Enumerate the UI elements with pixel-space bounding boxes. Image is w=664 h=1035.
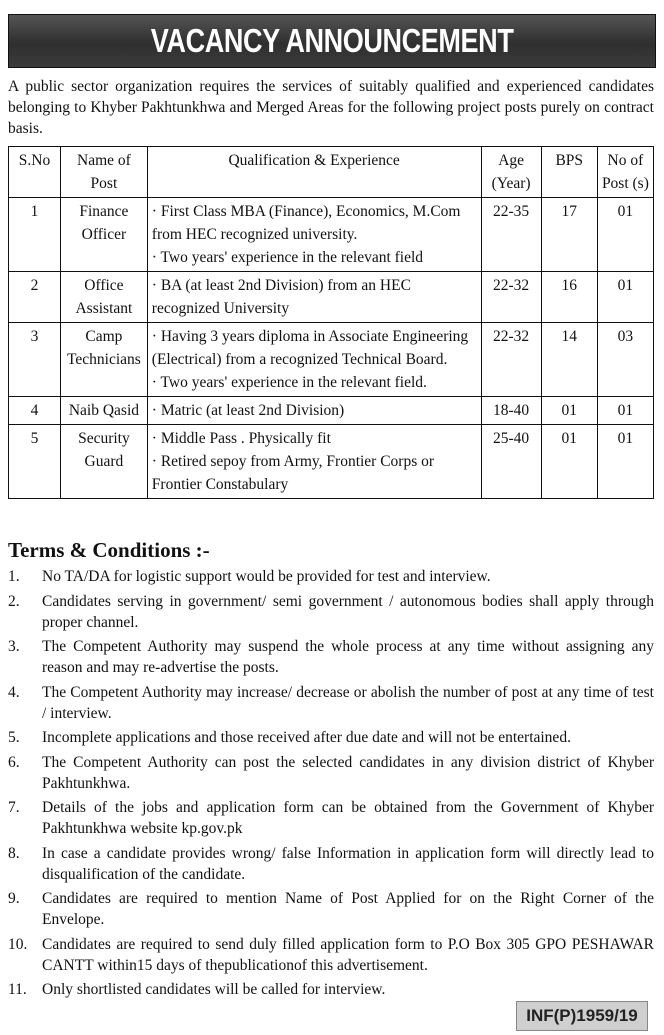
- list-item: [8, 727, 654, 748]
- term-text: Candidates are required to mention Name of Post Applied for on the Right Corner of the Envelope.: [42, 890, 654, 928]
- cell-post: Camp Technicians: [61, 323, 148, 397]
- list-item: [8, 752, 654, 794]
- list-item: [8, 979, 654, 1000]
- list-item: [8, 636, 654, 678]
- term-number: 5.: [8, 729, 20, 746]
- cell-no-of-posts: 01: [597, 425, 653, 499]
- term-text: In case a candidate provides wrong/ false Information in application form will directly lead to disqualification of the candidate.: [42, 844, 654, 883]
- cell-no-of-posts: 01: [597, 198, 653, 272]
- intro-paragraph: A public sector organization requires the services of suitably qualified and experienced candidates belonging to Khyber Pakhtunkhwa and Merged Areas for the following project posts purely on contract basis.: [8, 78, 654, 137]
- cell-bps: 17: [541, 198, 597, 272]
- term-text: Incomplete applications and those received after due date and will not be entertained.: [42, 729, 571, 746]
- cell-post: Naib Qasid: [61, 397, 148, 425]
- cell-bps: 01: [541, 425, 597, 499]
- qualification-line: · Matric (at least 2nd Division): [151, 402, 345, 419]
- term-number: 3.: [8, 638, 20, 655]
- cell-age: 22-32: [481, 272, 541, 323]
- term-number: 2.: [8, 592, 20, 610]
- qualification-line: · Two years' experience in the relevant field: [151, 249, 424, 266]
- term-number: 4.: [8, 683, 20, 701]
- qualification-line: · Retired sepoy from Army, Frontier Corps or Frontier Constabulary: [151, 453, 435, 493]
- term-number: 9.: [8, 890, 20, 907]
- term-number: 8.: [8, 844, 20, 862]
- qualification-line: · BA (at least 2nd Division) from an HEC recognized University: [151, 277, 411, 317]
- cell-post: Office Assistant: [61, 272, 148, 323]
- cell-no-of-posts: 01: [597, 272, 653, 323]
- list-item: [8, 566, 654, 587]
- term-text: Candidates are required to send duly filled application form to P.O Box 305 GPO PESHAWAR CANTT within15 days of thepublicationof this advertisement.: [42, 935, 654, 974]
- qualification-line: · Two years' experience in the relevant field.: [151, 374, 427, 391]
- cell-qualification: [147, 272, 481, 323]
- cell-no-of-posts: 01: [597, 397, 653, 425]
- term-text: Candidates serving in government/ semi government / autonomous bodies shall apply through proper channel.: [42, 592, 654, 631]
- term-text: Details of the jobs and application form can be obtained from the Government of Khyber Pakhtunkhwa website kp.gov.pk: [42, 799, 654, 837]
- cell-sno: 4: [9, 397, 61, 425]
- term-number: 1.: [8, 568, 20, 585]
- terms-list: [8, 566, 654, 1004]
- header-bps: BPS: [541, 147, 597, 198]
- page-title: VACANCY ANNOUNCEMENT: [150, 22, 514, 59]
- term-text: The Competent Authority may suspend the whole process at any time without assigning any reason and may re-advertise the posts.: [42, 638, 654, 676]
- cell-qualification: [147, 198, 481, 272]
- header-sno: S.No: [9, 147, 61, 198]
- list-item: [8, 591, 654, 633]
- cell-bps: 14: [541, 323, 597, 397]
- cell-sno: 3: [9, 323, 61, 397]
- cell-qualification: [147, 323, 481, 397]
- list-item: [8, 843, 654, 885]
- terms-heading: Terms & Conditions :-: [8, 538, 210, 562]
- cell-age: 22-35: [481, 198, 541, 272]
- cell-bps: 01: [541, 397, 597, 425]
- term-number: 7.: [8, 799, 20, 816]
- table-header-row: [9, 147, 654, 198]
- list-item: [8, 797, 654, 839]
- table-row: [9, 425, 654, 499]
- list-item: [8, 682, 654, 724]
- cell-sno: 1: [9, 198, 61, 272]
- table-row: [9, 272, 654, 323]
- cell-bps: 16: [541, 272, 597, 323]
- cell-qualification: [147, 397, 481, 425]
- table-row: [9, 323, 654, 397]
- cell-sno: 2: [9, 272, 61, 323]
- cell-sno: 5: [9, 425, 61, 499]
- term-text: No TA/DA for logistic support would be provided for test and interview.: [42, 568, 491, 585]
- reference-number-badge: INF(P)1959/19: [516, 1001, 648, 1031]
- term-number: 11.: [8, 981, 27, 998]
- term-text: The Competent Authority can post the selected candidates in any division district of Khyber Pakhtunkhwa.: [42, 753, 654, 792]
- table-row: [9, 198, 654, 272]
- qualification-line: · Middle Pass . Physically fit: [151, 430, 331, 447]
- term-number: 6.: [8, 753, 20, 771]
- header-no-of-posts: No of Post (s): [597, 147, 653, 198]
- header-age: Age (Year): [481, 147, 541, 198]
- list-item: [8, 888, 654, 930]
- cell-post: Finance Officer: [61, 198, 148, 272]
- cell-post: Security Guard: [61, 425, 148, 499]
- title-banner: [8, 14, 656, 68]
- cell-age: 22-32: [481, 323, 541, 397]
- header-qualification: Qualification & Experience: [147, 147, 481, 198]
- cell-age: 18-40: [481, 397, 541, 425]
- cell-no-of-posts: 03: [597, 323, 653, 397]
- header-post: Name of Post: [61, 147, 148, 198]
- qualification-line: · First Class MBA (Finance), Economics, M.Com from HEC recognized university.: [151, 203, 461, 243]
- cell-age: 25-40: [481, 425, 541, 499]
- term-text: The Competent Authority may increase/ decrease or abolish the number of post at any time of test / interview.: [42, 683, 654, 722]
- term-number: 10.: [8, 935, 28, 953]
- cell-qualification: [147, 425, 481, 499]
- list-item: [8, 934, 654, 976]
- table-row: [9, 397, 654, 425]
- term-text: Only shortlisted candidates will be called for interview.: [42, 981, 386, 998]
- qualification-line: · Having 3 years diploma in Associate Engineering (Electrical) from a recognized Technical Board.: [151, 328, 469, 368]
- posts-table: [8, 146, 654, 499]
